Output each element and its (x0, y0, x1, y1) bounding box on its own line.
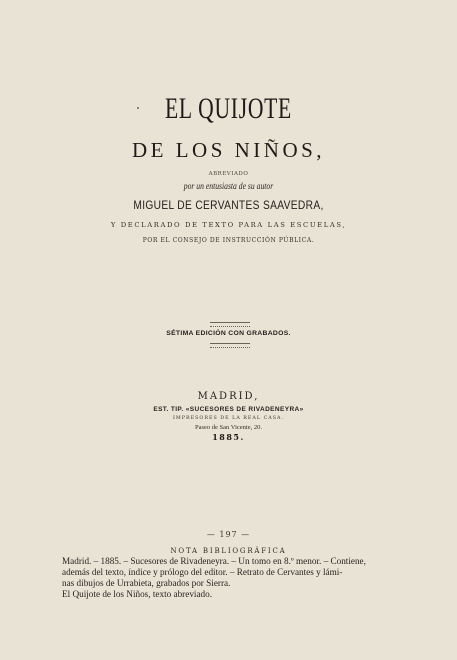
book-subtitle: DE LOS NIÑOS, (131, 138, 326, 162)
declared-line: Y DECLARADO DE TEXTO PARA LAS ESCUELAS, (110, 221, 347, 229)
note-body (62, 556, 398, 600)
note-line: además del texto, índice y prólogo del editor. – Retrato de Cervantes y lámi- (62, 567, 343, 577)
abbreviated-label: ABREVIADO (208, 171, 249, 177)
edition-line: SÉTIMA EDICIÓN CON GRABADOS. (166, 330, 291, 337)
by-line: por un entusiasta de su autor (183, 181, 274, 191)
note-heading: NOTA BIBLIOGRÁFICA (170, 547, 287, 555)
note-line: nas dibujos de Urrabieta, grabados por Sierra. (62, 578, 231, 588)
ornament-rule-bottom (210, 343, 250, 348)
council-line: POR EL CONSEJO DE INSTRUCCIÓN PÚBLICA. (142, 237, 315, 244)
page-number: — 197 — (206, 530, 251, 539)
imprint-role: IMPRESORES DE LA REAL CASA. (172, 416, 285, 421)
imprint-printer: EST. TIP. «SUCESORES DE RIVADENEYRA» (153, 406, 304, 413)
author-name: MIGUEL DE CERVANTES SAAVEDRA, (133, 198, 324, 212)
note-line: El Quijote de los Niños, texto abreviado. (62, 589, 213, 599)
imprint-address: Paseo de San Vicente, 20. (194, 424, 262, 431)
note-line: Madrid. – 1885. – Sucesores de Rivadeneyra. – Un tomo en 8.º menor. – Contiene, (62, 556, 366, 566)
imprint-year: 1885. (212, 432, 245, 442)
imprint-city: MADRID, (197, 391, 260, 402)
ornament-rule-top (210, 322, 250, 327)
book-title: EL QUIJOTE (165, 92, 292, 125)
